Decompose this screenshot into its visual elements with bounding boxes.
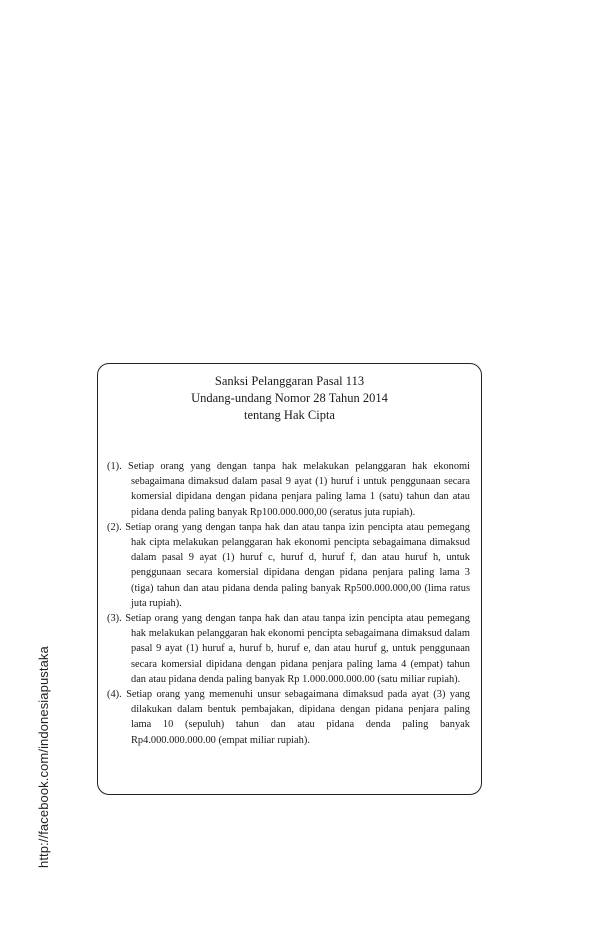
clause-2-text: Setiap orang yang dengan tanpa hak dan atau tanpa izin pencipta atau pemegang hak cipta melakukan pelanggaran hak ekonomi pencipta sebagaimana dimaksud dalam pasal 9 ayat (1) huruf c, huruf d, huruf f, dan atau huruf h, untuk penggunaan secara komersial dipidana dengan pidana penjara paling lama 3 (tiga) tahun dan atau pidana denda paling banyak Rp500.000.000,00 (lima ratus juta rupiah). — [125, 521, 470, 609]
clause-3-number: (3). — [107, 613, 122, 625]
heading-line-1: Sanksi Pelanggaran Pasal 113 — [214, 374, 365, 388]
clause-1-number: (1). — [107, 461, 122, 472]
sanction-heading — [98, 373, 481, 424]
clause-4-text: Setiap orang yang memenuhi unsur sebagaimana dimaksud pada ayat (3) yang dilakukan dalam bentuk pembajakan, dipidana dengan pidana penjara paling lama 10 (sepuluh) tahun dan atau pidana denda paling banyak Rp4.000.000.000.00 (empat miliar rupiah). — [126, 689, 470, 746]
sanction-clauses — [107, 459, 470, 748]
heading-line-2: Undang-undang Nomor 28 Tahun 2014 — [191, 391, 388, 405]
side-url-watermark: http://facebook.com/indonesiapustaka — [36, 646, 51, 868]
clause-2-number: (2). — [107, 521, 122, 533]
clause-3-text: Setiap orang yang dengan tanpa hak dan atau tanpa izin pencipta atau pemegang hak melakukan pelanggaran hak ekonomi pencipta sebagaimana dimaksud dalam pasal 9 ayat (1) huruf a, huruf b, huruf e, dan atau huruf g, untuk penggunaan secara komersial dipidana dengan pidana penjara paling lama 4 (empat) tahun dan atau pidana denda paling banyak Rp 1.000.000.000.00 (satu miliar rupiah). — [125, 613, 470, 685]
clause-3 — [107, 611, 470, 687]
clause-4-number: (4). — [107, 689, 122, 701]
clause-1 — [107, 459, 470, 520]
copyright-sanction-box — [97, 363, 482, 795]
clause-1-text: Setiap orang yang dengan tanpa hak melakukan pelanggaran hak ekonomi sebagaimana dimaksud dalam pasal 9 ayat (1) huruf i untuk penggunaan secara komersial dipidana dengan pidana penjara paling lama 1 (satu) tahun dan atau pidana denda paling banyak Rp100.000.000,00 (seratus juta rupiah). — [128, 461, 470, 518]
heading-line-3: tentang Hak Cipta — [244, 408, 335, 422]
clause-2 — [107, 520, 470, 611]
clause-4 — [107, 687, 470, 748]
